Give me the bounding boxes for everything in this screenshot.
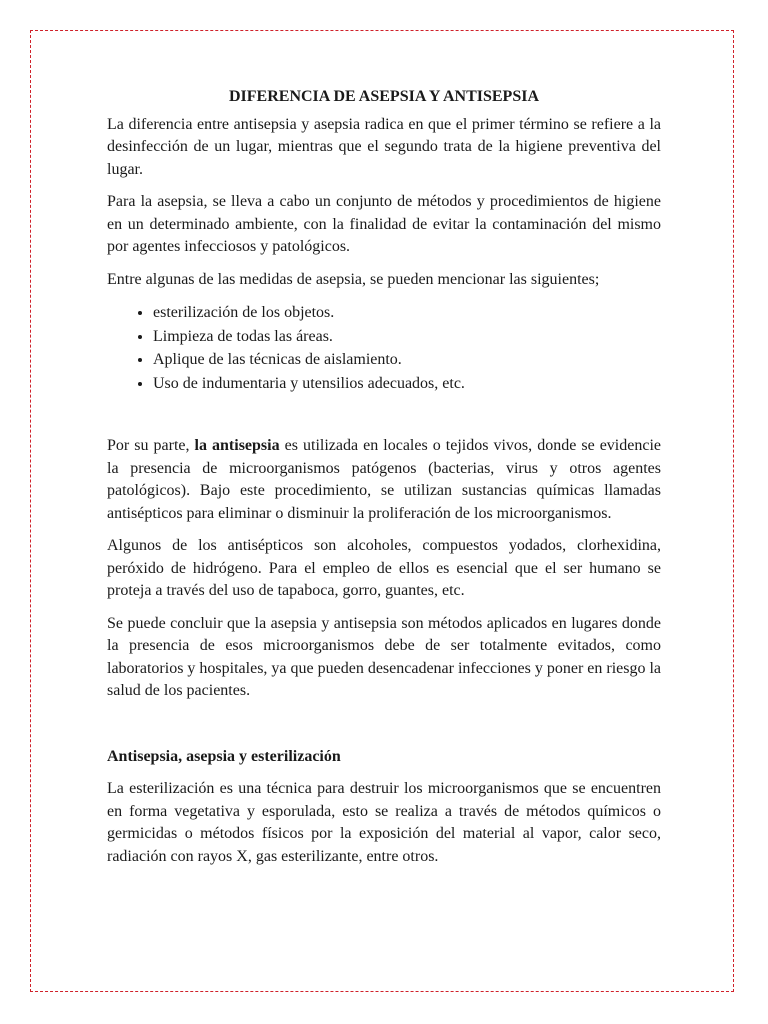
paragraph-4-prefix: Por su parte, — [107, 437, 195, 454]
section-subheading: Antisepsia, asepsia y esterilización — [107, 747, 341, 765]
document-title: DIFERENCIA DE ASEPSIA Y ANTISEPSIA — [228, 88, 539, 105]
asepsia-measures-list — [107, 301, 661, 395]
list-item: • Limpieza de todas las áreas. — [153, 325, 661, 349]
paragraph-5: Algunos de los antisépticos son alcoholes, compuestos yodados, clorhexidina, peróxido de hidrógeno. Para el empleo de ellos es esencial que el ser humano se proteja a través del uso de tapaboca, gorro, guantes, etc. — [107, 537, 661, 599]
paragraph-1: La diferencia entre antisepsia y asepsia radica en que el primer término se refiere a la desinfección de un lugar, mientras que el segundo trata de la higiene preventiva del lugar. — [107, 115, 661, 178]
paragraph-4-rest: es utilizada en locales o tejidos vivos, donde se evidencie la presencia de microorganismos patógenos (bacterias, virus y otros agentes patológicos). Bajo este procedimiento, se utilizan sustancias químicas llamadas antisépticos para eliminar o disminuir la proliferación de los microorganismos. — [107, 437, 661, 522]
paragraph-2: Para la asepsia, se lleva a cabo un conjunto de métodos y procedimientos de higiene en un determinado ambiente, con la finalidad de evitar la contaminación del mismo por agentes infecciosos y patológicos. — [107, 193, 661, 255]
paragraph-4-bold-term: la antisepsia — [194, 437, 280, 454]
spacer — [107, 405, 661, 435]
list-item: • Aplique de las técnicas de aislamiento. — [153, 348, 661, 372]
document-body — [107, 86, 661, 878]
list-item: • esterilización de los objetos. — [153, 301, 661, 325]
paragraph-6: Se puede concluir que la asepsia y antisepsia son métodos aplicados en lugares donde la presencia de esos microorganismos debe de ser totalmente evitados, como laboratorios y hospitales, ya que pueden desencadenar infecciones y poner en riesgo la salud de los pacientes. — [107, 614, 662, 699]
paragraph-4 — [107, 435, 661, 525]
spacer — [107, 713, 661, 746]
paragraph-7: La esterilización es una técnica para destruir los microorganismos que se encuentren en forma vegetativa y esporulada, esto se realiza a través de métodos químicos o germicidas o métodos físicos por la exposición del material al vapor, calor seco, radiación con rayos X, gas esterilizante, entre otros. — [107, 780, 661, 865]
paragraph-3: Entre algunas de las medidas de asepsia, se pueden mencionar las siguientes; — [107, 270, 600, 288]
list-item: • Uso de indumentaria y utensilios adecuados, etc. — [153, 372, 661, 396]
